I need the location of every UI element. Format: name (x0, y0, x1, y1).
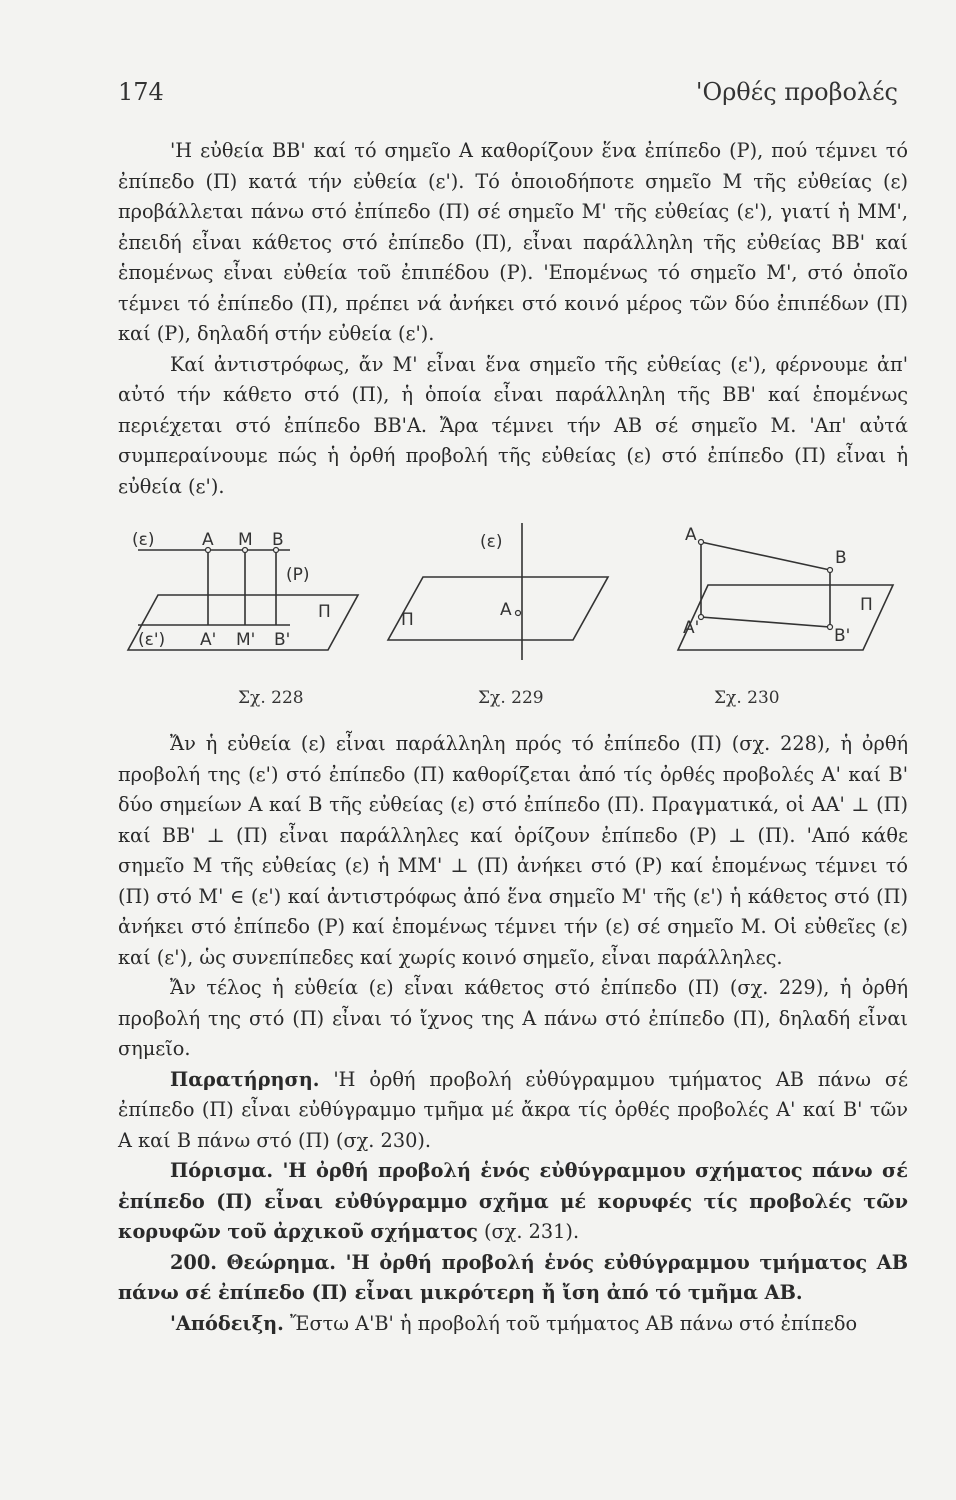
fig228-label-A2: Α' (200, 630, 217, 650)
figure-228 (128, 530, 358, 708)
corollary-label: Πόρισμα. (170, 1159, 274, 1182)
point-A (516, 611, 521, 616)
fig228-label-e: (ε) (132, 530, 155, 550)
remark-text: 'Η ὀρθή προβολή εὐθύγραμμου τμήματος ΑΒ πάνω σέ ἐπίπεδο (Π) εἶναι εὐθύγραμμο τμῆμα μέ ἄκρα τίς ὀρθές προβολές Α' καί Β' τῶν Α καί Β πάνω στό (Π) (σχ. 230). (118, 1067, 908, 1152)
fig228-label-M: Μ (238, 530, 253, 550)
corollary-text: 'Η ὀρθή προβολή ἑνός εὐθύγραμμου σχήματος πάνω σέ ἐπίπεδο (Π) εἶναι εὐθύγραμμο σχῆμα μέ κορυφές τίς προβολές τῶν κορυφῶν τοῦ ἀρχικοῦ σχήματος (118, 1159, 908, 1243)
theorem (118, 1248, 908, 1309)
fig228-label-e2: (ε') (138, 630, 166, 650)
fig229-caption: Σχ. 229 (478, 688, 544, 708)
figures-row (118, 515, 908, 715)
proof (118, 1309, 908, 1340)
remark-label: Παρατήρηση. (170, 1067, 320, 1091)
text-block-top (118, 136, 908, 502)
proof-text: Ἔστω Α'Β' ἡ προβολή τοῦ τμήματος ΑΒ πάνω στό ἐπίπεδο (283, 1311, 858, 1335)
fig228-label-M2: Μ' (236, 630, 256, 650)
fig228-label-B: Β (272, 530, 284, 550)
fig228-label-Pi: Π (318, 602, 331, 622)
fig228-label-B2: Β' (274, 630, 291, 650)
paragraph-2: Καί ἀντιστρόφως, ἄν Μ' εἶναι ἕνα σημεῖο τῆς εὐθείας (ε'), φέρνουμε ἀπ' αὐτό τήν κάθετο στό (Π), ἡ ὁποία εἶναι παράλληλη τῆς ΒΒ' καί ἑπομένως περιέχεται στό ἐπίπεδο ΒΒ'Α. Ἄρα τέμνει τήν ΑΒ σέ σημεῖο Μ. 'Απ' αὐτά συμπεραίνουμε πώς ἡ ὀρθή προβολή τῆς εὐθείας (ε) στό ἐπίπεδο (Π) εἶναι ἡ εὐθεία (ε'). (118, 352, 908, 498)
fig228-caption: Σχ. 228 (238, 688, 304, 708)
proof-label: 'Απόδειξη. (170, 1311, 284, 1335)
fig230-caption: Σχ. 230 (714, 688, 780, 708)
running-title: 'Ορθές προβολές (695, 78, 898, 106)
corollary (118, 1156, 908, 1248)
fig230-label-A2: Α' (683, 618, 700, 638)
paragraph-1: 'Η εὐθεία ΒΒ' καί τό σημεῖο Α καθορίζουν ἕνα ἐπίπεδο (Ρ), πού τέμνει τό ἐπίπεδο (Π) κατά τήν εὐθεία (ε'). Τό ὁποιοδήποτε σημεῖο Μ τῆς εὐθείας (ε) προβάλλεται πάνω στό ἐπίπεδο (Π) σέ σημεῖο Μ' τῆς εὐθείας (ε'), γιατί ἡ ΜΜ', ἐπειδή εἶναι κάθετος στό ἐπίπεδο (Π), εἶναι παράλληλη τῆς εὐθείας ΒΒ' καί ἑπομένως εἶναι εὐθεία τοῦ ἐπιπέδου (Ρ). 'Επομένως τό σημεῖο Μ', στό ὁποῖο τέμνει τό ἐπίπεδο (Π), πρέπει νά ἀνήκει στό κοινό μέρος τῶν δύο ἐπιπέδων (Π) καί (Ρ), δηλαδή στήν εὐθεία (ε'). (118, 139, 908, 345)
fig229-label-e: (ε) (480, 532, 503, 552)
figure-229 (388, 523, 608, 708)
page-header (118, 78, 898, 118)
fig230-label-B2: Β' (834, 626, 851, 646)
fig230-label-A: Α (685, 525, 697, 545)
theorem-text: 'Η ὀρθή προβολή ἑνός εὐθύγραμμου τμήματος ΑΒ πάνω σέ ἐπίπεδο (Π) εἶναι μικρότερη ἤ ἴση ἀπό τό τμῆμα ΑΒ. (118, 1250, 908, 1304)
point-B2 (828, 625, 833, 630)
point-B (828, 568, 833, 573)
figure-230 (678, 525, 893, 708)
text-block-bottom (118, 729, 908, 1339)
theorem-label: 200. Θεώρημα. (170, 1250, 336, 1274)
paragraph-3: Ἄν ἡ εὐθεία (ε) εἶναι παράλληλη πρός τό ἐπίπεδο (Π) (σχ. 228), ἡ ὀρθή προβολή της (ε') στό ἐπίπεδο (Π) καθορίζεται ἀπό τίς ὀρθές προβολές Α' καί Β' δύο σημείων Α καί Β τῆς εὐθείας (ε) στό ἐπίπεδο (Π). Πραγματικά, οἱ ΑΑ' ⊥ (Π) καί ΒΒ' ⊥ (Π) εἶναι παράλληλες καί ὁρίζουν ἐπίπεδο (Ρ) ⊥ (Π). 'Από κάθε σημεῖο Μ τῆς εὐθείας (ε) ἡ ΜΜ' ⊥ (Π) ἀνήκει στό (Ρ) καί ἑπομένως τέμνει τό (Π) στό Μ' ∈ (ε') καί ἀντιστρόφως ἀπό ἕνα σημεῖο Μ' τῆς (ε') ἡ κάθετος στό (Π) ἀνήκει στό ἐπίπεδο (Ρ) καί ἑπομένως τέμνει τήν (ε) σέ σημεῖο Μ. Οἱ εὐθεῖες (ε) καί (ε'), ὡς συνεπίπεδες καί χωρίς κοινό σημεῖο, εἶναι παράλληλες. (118, 732, 908, 969)
fig230-label-B: Β (835, 548, 847, 568)
plane-pi (388, 577, 608, 640)
fig228-label-A: Α (202, 530, 214, 550)
point-A (699, 540, 704, 545)
corollary-ref: (σχ. 231). (477, 1220, 580, 1243)
paragraph-4: Ἄν τέλος ἡ εὐθεία (ε) εἶναι κάθετος στό ἐπίπεδο (Π) (σχ. 229), ἡ ὀρθή προβολή της στό (Π) εἶναι τό ἴχνος της Α πάνω στό ἐπίπεδο (Π), δηλαδή εἶναι σημεῖο. (118, 976, 908, 1060)
fig230-label-Pi: Π (860, 595, 873, 615)
fig229-label-A: Α (500, 600, 512, 620)
page-number: 174 (118, 78, 164, 106)
fig228-label-P: (Ρ) (286, 565, 310, 585)
remark (118, 1065, 908, 1157)
fig229-label-Pi: Π (401, 610, 414, 630)
figures-svg (118, 515, 908, 715)
